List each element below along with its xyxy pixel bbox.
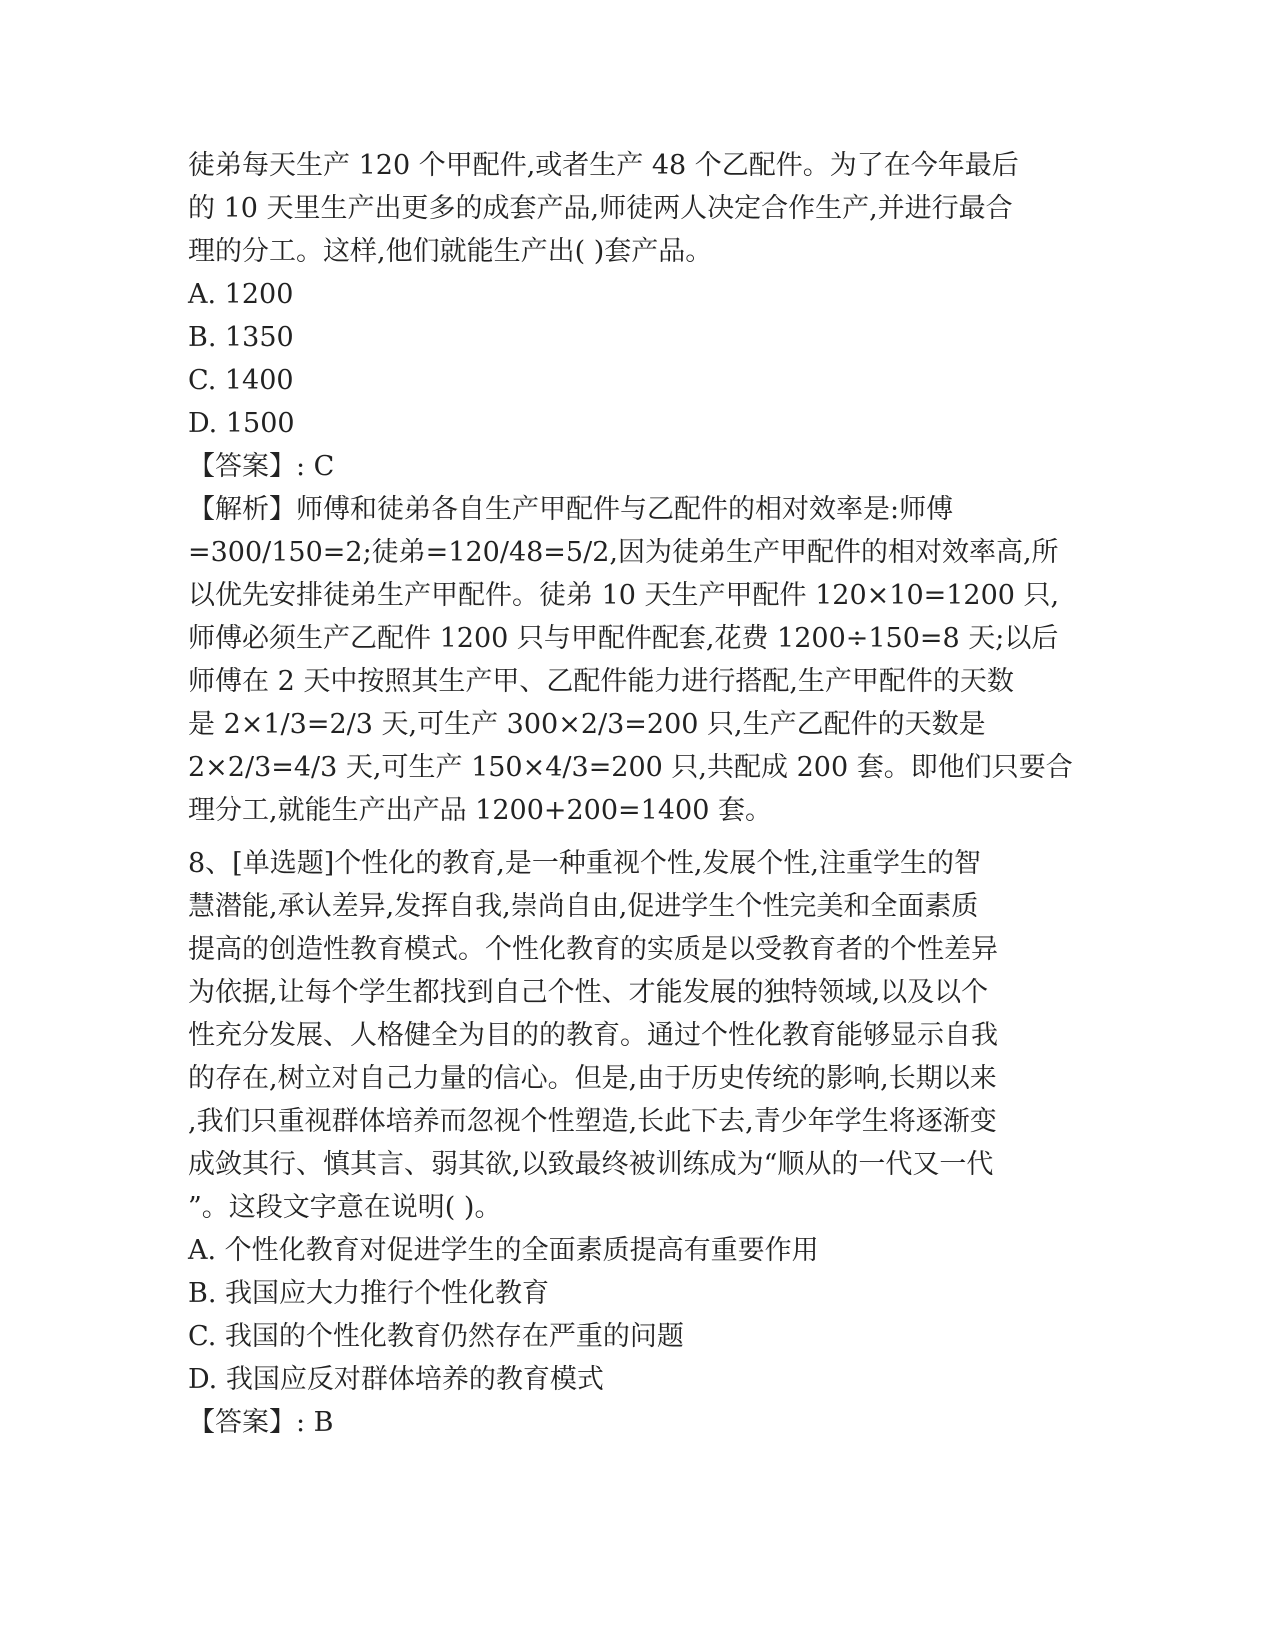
answer-line: 【答案】: C bbox=[188, 451, 335, 482]
option-b: B. 我国应大力推行个性化教育 bbox=[188, 1278, 550, 1309]
answer-line: 【答案】: B bbox=[188, 1407, 334, 1438]
question-stem-line: 理的分工。这样,他们就能生产出( )套产品。 bbox=[188, 236, 713, 267]
analysis-line: 2×2/3=4/3 天,可生产 150×4/3=200 只,共配成 200 套。即他们只要合 bbox=[188, 752, 1073, 783]
question-stem-line: ”。这段文字意在说明( )。 bbox=[188, 1192, 502, 1223]
option-b: B. 1350 bbox=[188, 322, 294, 353]
question-stem-line: 提高的创造性教育模式。个性化教育的实质是以受教育者的个性差异 bbox=[188, 934, 998, 965]
question-stem-line: 8、[单选题]个性化的教育,是一种重视个性,发展个性,注重学生的智 bbox=[188, 848, 981, 879]
question-stem-line: ,我们只重视群体培养而忽视个性塑造,长此下去,青少年学生将逐渐变 bbox=[188, 1106, 997, 1137]
option-d: D. 1500 bbox=[188, 408, 295, 439]
option-c: C. 我国的个性化教育仍然存在严重的问题 bbox=[188, 1321, 684, 1352]
analysis-line: =300/150=2;徒弟=120/48=5/2,因为徒弟生产甲配件的相对效率高,所 bbox=[188, 537, 1059, 568]
question-7-block bbox=[188, 144, 1088, 832]
option-a: A. 1200 bbox=[188, 279, 294, 310]
question-stem-line: 的 10 天里生产出更多的成套产品,师徒两人决定合作生产,并进行最合 bbox=[188, 193, 1013, 224]
analysis-line: 师傅在 2 天中按照其生产甲、乙配件能力进行搭配,生产甲配件的天数 bbox=[188, 666, 1014, 697]
document-content bbox=[188, 144, 1088, 1444]
analysis-line: 【解析】师傅和徒弟各自生产甲配件与乙配件的相对效率是:师傅 bbox=[188, 494, 954, 525]
question-stem-line: 为依据,让每个学生都找到自己个性、才能发展的独特领域,以及以个 bbox=[188, 977, 989, 1008]
option-a: A. 个性化教育对促进学生的全面素质提高有重要作用 bbox=[188, 1235, 819, 1266]
question-stem-line: 成敛其行、慎其言、弱其欲,以致最终被训练成为“顺从的一代又一代 bbox=[188, 1149, 994, 1180]
question-8-block bbox=[188, 842, 1088, 1444]
question-stem-line: 性充分发展、人格健全为目的的教育。通过个性化教育能够显示自我 bbox=[188, 1020, 998, 1051]
question-stem-line: 徒弟每天生产 120 个甲配件,或者生产 48 个乙配件。为了在今年最后 bbox=[188, 150, 1019, 181]
analysis-line: 师傅必须生产乙配件 1200 只与甲配件配套,花费 1200÷150=8 天;以后 bbox=[188, 623, 1059, 654]
question-stem-line: 慧潜能,承认差异,发挥自我,崇尚自由,促进学生个性完美和全面素质 bbox=[188, 891, 979, 922]
analysis-line: 是 2×1/3=2/3 天,可生产 300×2/3=200 只,生产乙配件的天数是 bbox=[188, 709, 986, 740]
section-gap bbox=[188, 832, 1088, 842]
analysis-line: 以优先安排徒弟生产甲配件。徒弟 10 天生产甲配件 120×10=1200 只, bbox=[188, 580, 1060, 611]
question-stem-line: 的存在,树立对自己力量的信心。但是,由于历史传统的影响,长期以来 bbox=[188, 1063, 997, 1094]
option-c: C. 1400 bbox=[188, 365, 294, 396]
analysis-line: 理分工,就能生产出产品 1200+200=1400 套。 bbox=[188, 795, 772, 826]
option-d: D. 我国应反对群体培养的教育模式 bbox=[188, 1364, 604, 1395]
